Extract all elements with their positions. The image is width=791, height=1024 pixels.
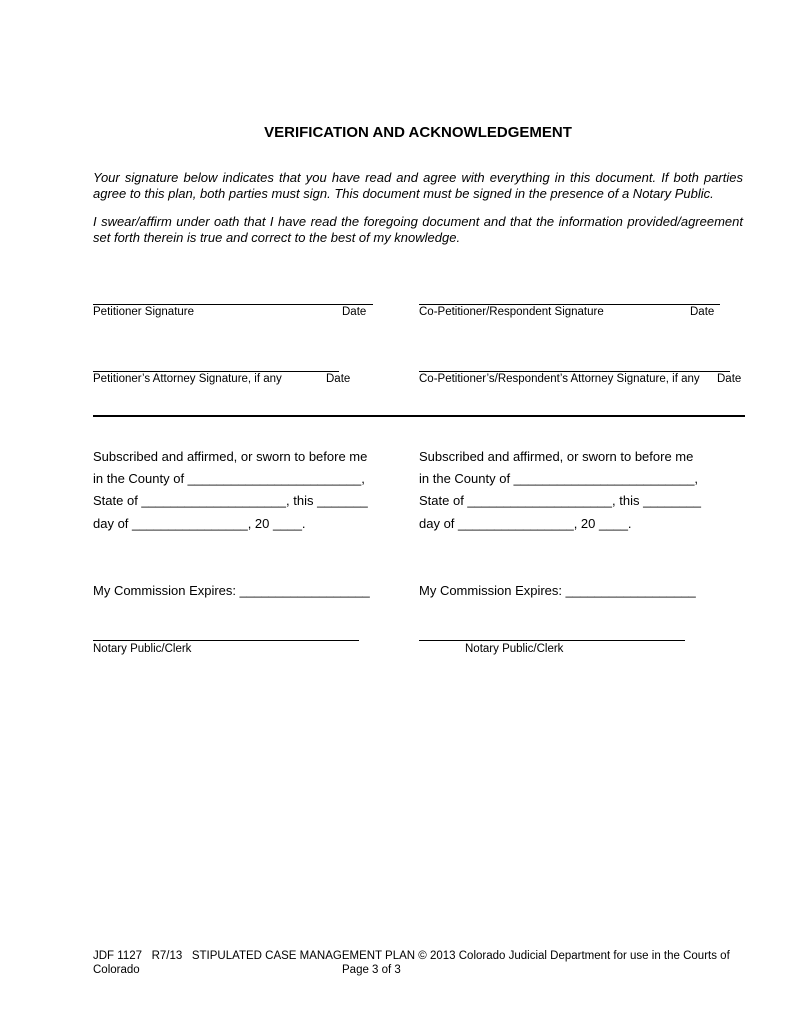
notary-left-subscribed-text: Subscribed and affirmed, or sworn to before me xyxy=(93,449,368,464)
oath-paragraph: I swear/affirm under oath that I have read the foregoing document and that the information provided/agreement set forth therein is true and correct to the best of my knowledge. xyxy=(93,214,743,245)
footer-form-info: JDF 1127 R7/13 STIPULATED CASE MANAGEMENT PLAN © 2013 Colorado Judicial Department for use in the Courts of xyxy=(93,950,730,962)
notary-right-signature-line xyxy=(419,640,685,641)
section-divider xyxy=(93,415,745,417)
co-petitioner-signature-line xyxy=(419,304,720,305)
petitioner-signature-line xyxy=(93,304,373,305)
notary-left-county-field: in the County of ________________________, xyxy=(93,471,365,486)
petitioner-signature-date-label: Date xyxy=(342,306,367,318)
notary-right-subscribed-text: Subscribed and affirmed, or sworn to before me xyxy=(419,449,694,464)
notary-right-state-field: State of ____________________, this ________ xyxy=(419,493,701,508)
co-petitioner-signature-label: Co-Petitioner/Respondent Signature xyxy=(419,306,604,318)
footer-state: Colorado xyxy=(93,964,140,976)
notary-right-county-field: in the County of _________________________, xyxy=(419,471,699,486)
page-title: VERIFICATION AND ACKNOWLEDGEMENT xyxy=(264,124,572,141)
footer-page-number: Page 3 of 3 xyxy=(342,964,401,976)
co-petitioner-attorney-signature-label: Co-Petitioner’s/Respondent’s Attorney Signature, if any xyxy=(419,373,700,385)
notary-left-clerk-label: Notary Public/Clerk xyxy=(93,643,192,655)
co-petitioner-attorney-date-label: Date xyxy=(717,373,742,385)
notary-right-commission-field: My Commission Expires: __________________ xyxy=(419,583,696,598)
petitioner-attorney-signature-label: Petitioner’s Attorney Signature, if any xyxy=(93,373,282,385)
notary-right-clerk-label: Notary Public/Clerk xyxy=(465,643,564,655)
co-petitioner-signature-date-label: Date xyxy=(690,306,715,318)
notary-left-commission-field: My Commission Expires: __________________ xyxy=(93,583,370,598)
petitioner-attorney-date-label: Date xyxy=(326,373,351,385)
co-petitioner-attorney-signature-line xyxy=(419,371,730,372)
notary-left-state-field: State of ____________________, this _______ xyxy=(93,493,368,508)
petitioner-signature-label: Petitioner Signature xyxy=(93,306,195,318)
petitioner-attorney-signature-line xyxy=(93,371,339,372)
notary-left-signature-line xyxy=(93,640,359,641)
intro-paragraph: Your signature below indicates that you have read and agree with everything in this document. If both parties agree to this plan, both parties must sign. This document must be signed in the presence of a Notary Public. xyxy=(93,170,743,201)
notary-right-day-field: day of ________________, 20 ____. xyxy=(419,516,632,531)
notary-left-day-field: day of ________________, 20 ____. xyxy=(93,516,306,531)
